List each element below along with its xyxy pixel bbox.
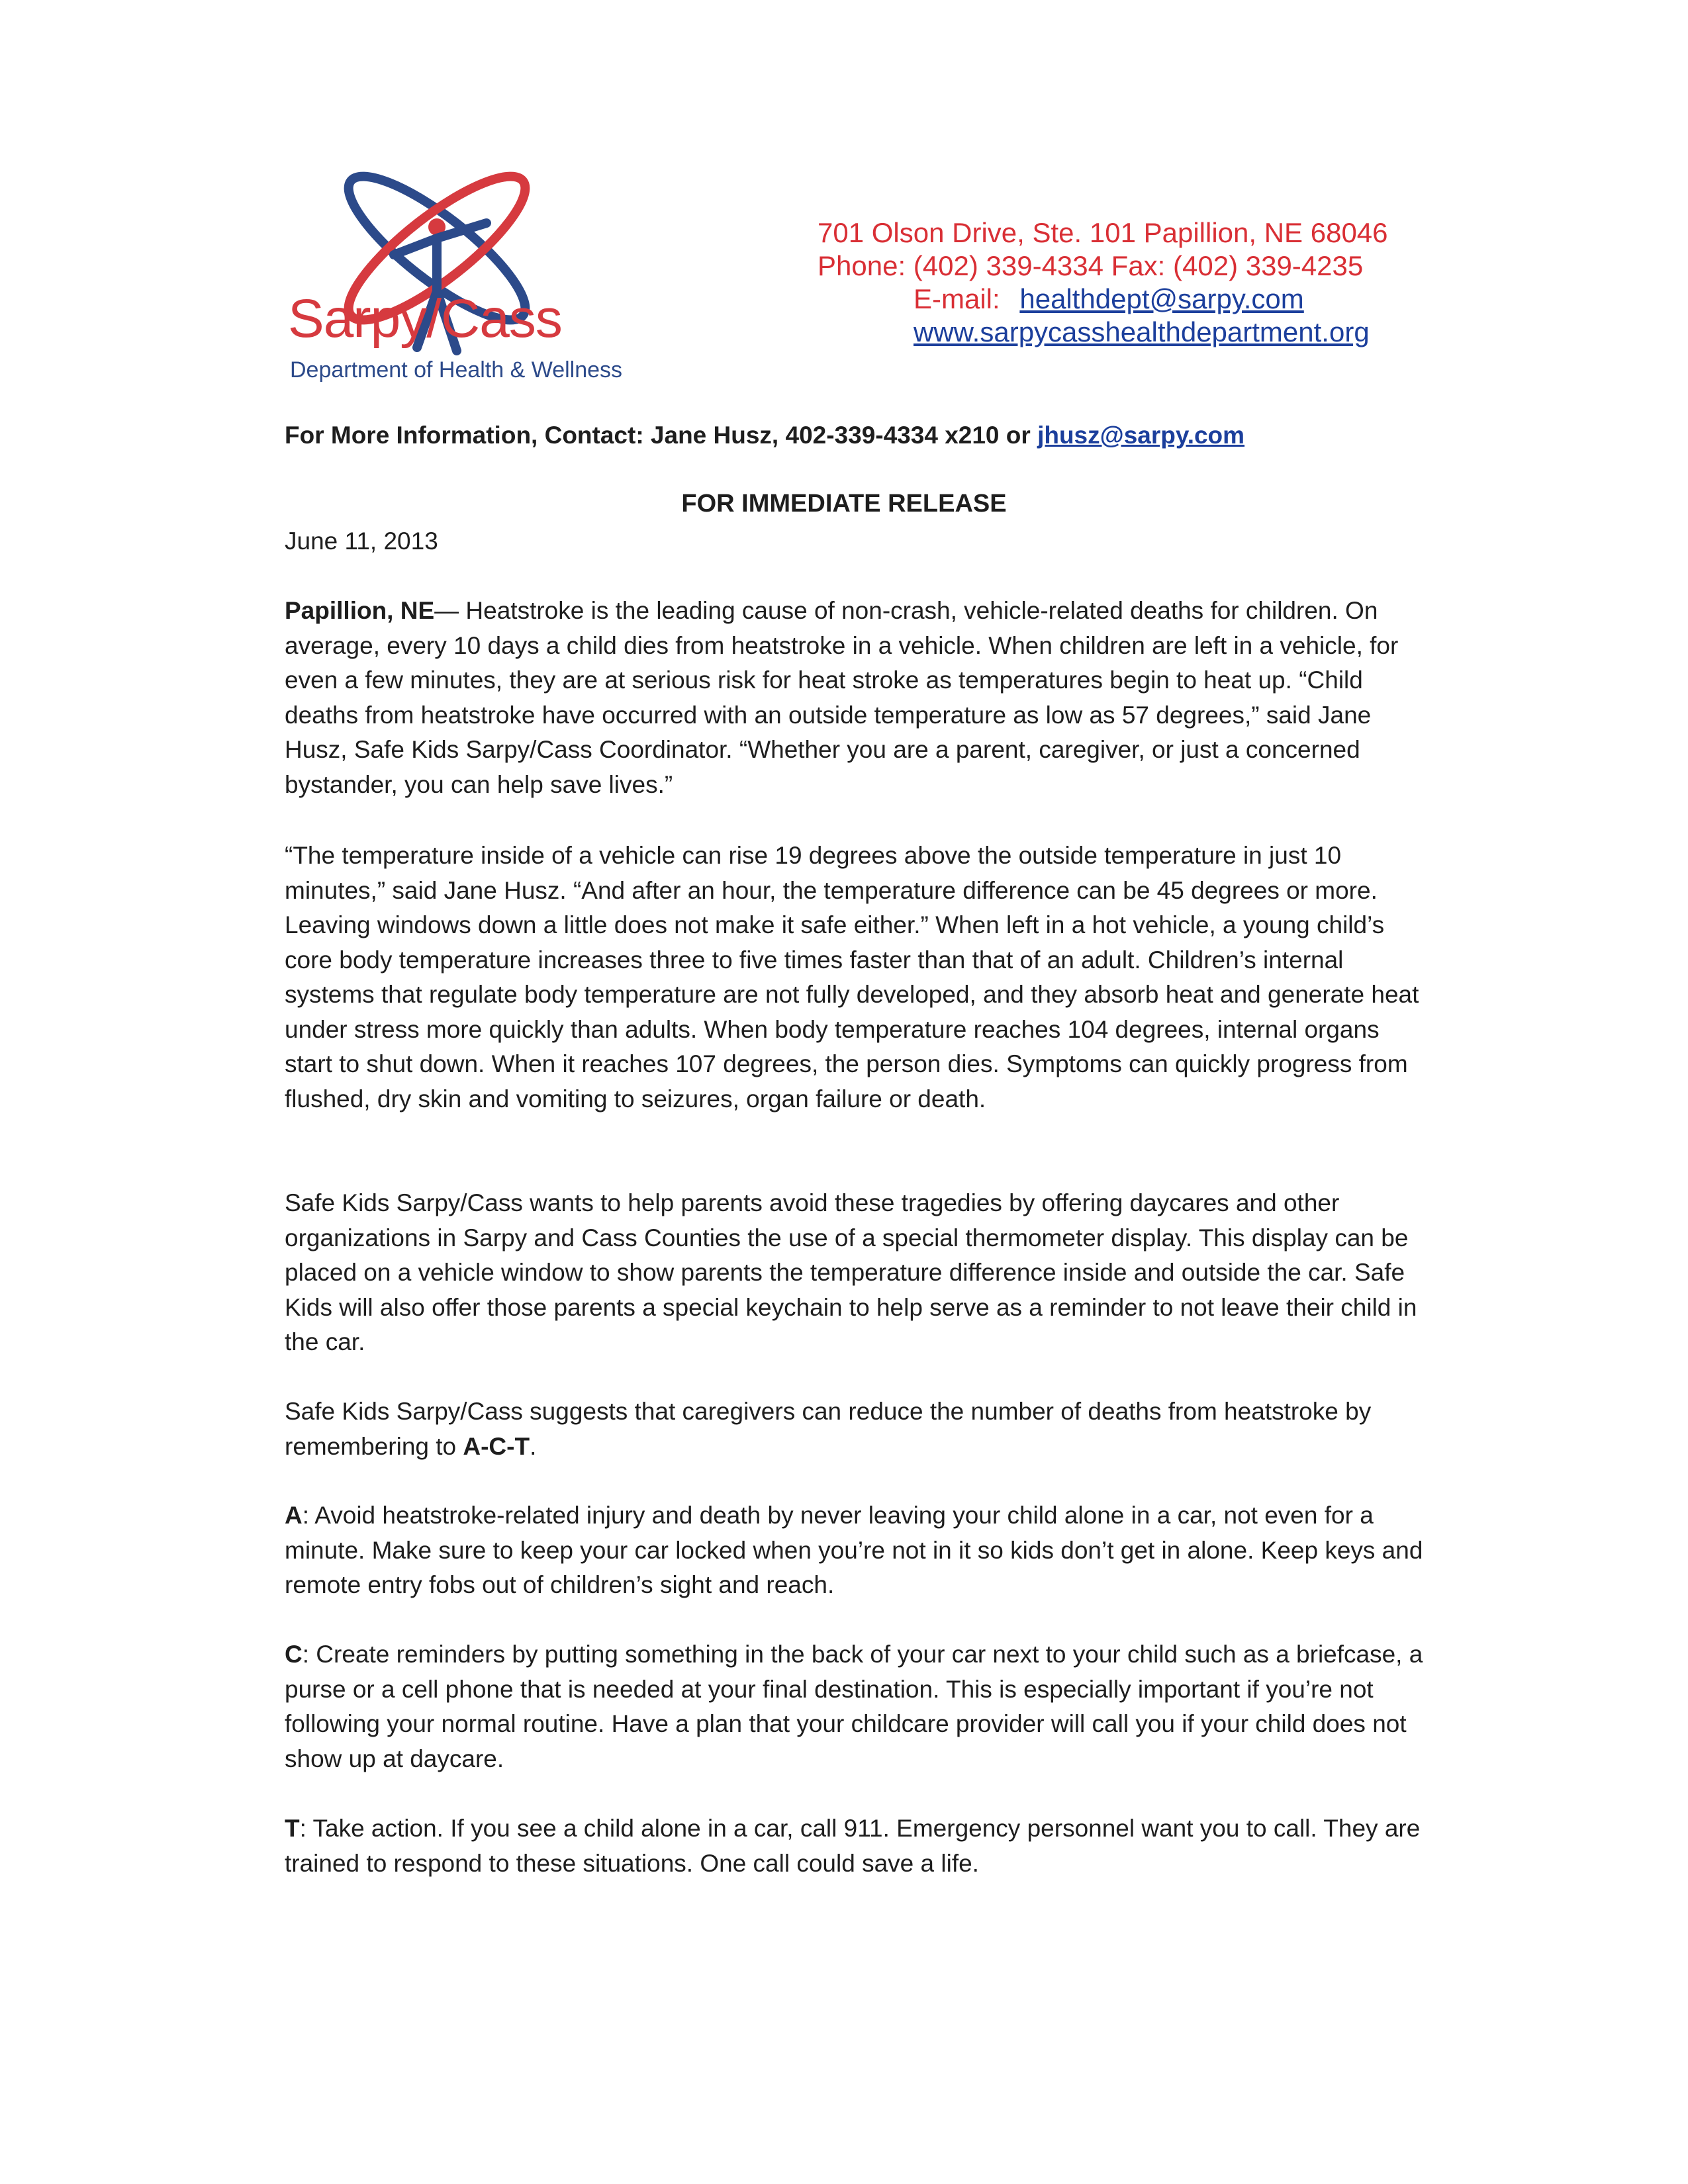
release-heading: FOR IMMEDIATE RELEASE — [681, 490, 1007, 518]
tip-c-letter: C — [285, 1641, 303, 1668]
tip-c-text: : Create reminders by putting something in the back of your car next to your child such as a briefcase, a purse or a cell phone that is needed at your final destination. This is especially important if you’re not following your normal routine. Have a plan that your childcare provider will call you if your child does not show up at daycare. — [285, 1641, 1423, 1772]
tip-a-letter: A — [285, 1502, 303, 1529]
paragraph-3: Safe Kids Sarpy/Cass wants to help parents avoid these tragedies by offering daycares and other organizations in Sarpy and Cass Counties the use of a special thermometer display. This display can be placed on a vehicle window to show parents the temperature difference inside and outside the car. Safe Kids will also offer those parents a special keychain to help serve as a reminder to not leave their child in the car. — [285, 1189, 1417, 1355]
logo-name: Sarpy/Cass — [288, 289, 562, 349]
paragraph-2: “The temperature inside of a vehicle can rise 19 degrees above the outside temperature in just 10 minutes,” said Jane Husz. “And after an hour, the temperature difference can be 45 degrees or more. Leaving windows down a little does not make it safe either.” When left in a hot vehicle, a young child’s core body temperature increases three to five times faster than that of an adult. Children’s internal systems that regulate body temperature are not fully developed, and they absorb heat and generate heat under stress more quickly than adults. When body temperature reaches 104 degrees, internal organs start to shut down. When it reaches 107 degrees, the person dies. Symptoms can quickly progress from flushed, dry skin and vomiting to seizures, organ failure or death. — [285, 842, 1419, 1113]
email-line — [914, 283, 1304, 316]
release-date: June 11, 2013 — [285, 527, 438, 555]
dateline: Papillion, NE — [285, 597, 435, 624]
tip-a-text: : Avoid heatstroke-related injury and death by never leaving your child alone in a car, not even for a minute. Make sure to keep your car locked when you’re not in it so kids don’t get in alone. Keep keys and remote entry fobs out of children’s sight and reach. — [285, 1502, 1423, 1598]
tip-t-letter: T — [285, 1815, 300, 1842]
website-line — [914, 316, 1370, 349]
paragraph-1 — [285, 594, 1423, 802]
phone-fax-line: Phone: (402) 339-4334 Fax: (402) 339-4235 — [818, 250, 1364, 281]
organization-logo — [275, 149, 692, 387]
email-label: E-mail: — [914, 283, 1000, 314]
act-acronym: A-C-T — [463, 1432, 530, 1460]
tip-a — [285, 1498, 1423, 1603]
tip-t — [285, 1811, 1423, 1881]
paragraph-4-text: Safe Kids Sarpy/Cass suggests that caregivers can reduce the number of deaths from heatstroke by remembering to — [285, 1398, 1372, 1460]
email-link[interactable]: healthdept@sarpy.com — [1019, 283, 1304, 314]
website-link[interactable]: www.sarpycasshealthdepartment.org — [914, 316, 1370, 347]
paragraph-4 — [285, 1394, 1423, 1464]
tip-t-text: : Take action. If you see a child alone in a car, call 911. Emergency personnel want you to call. They are trained to respond to these situations. One call could save a life. — [285, 1815, 1421, 1877]
contact-email-link[interactable]: jhusz@sarpy.com — [1037, 422, 1245, 449]
logo-subtitle: Department of Health & Wellness — [290, 357, 623, 383]
contact-info-text: For More Information, Contact: Jane Husz, 402-339-4334 x210 or — [285, 422, 1031, 449]
paragraph-4-end: . — [530, 1432, 537, 1460]
paragraph-1-text: — Heatstroke is the leading cause of non-crash, vehicle-related deaths for children. On average, every 10 days a child dies from heatstroke in a vehicle. When children are left in a vehicle, for even a few minutes, they are at serious risk for heat stroke as temperatures begin to heat up. “Child deaths from heatstroke have occurred with an outside temperature as low as 57 degrees,” said Jane Husz, Safe Kids Sarpy/Cass Coordinator. “Whether you are a parent, caregiver, or just a concerned bystander, you can help save lives.” — [285, 597, 1399, 798]
tip-c — [285, 1637, 1423, 1776]
address-line: 701 Olson Drive, Ste. 101 Papillion, NE 68046 — [818, 217, 1388, 248]
contact-info-line — [285, 422, 1244, 449]
